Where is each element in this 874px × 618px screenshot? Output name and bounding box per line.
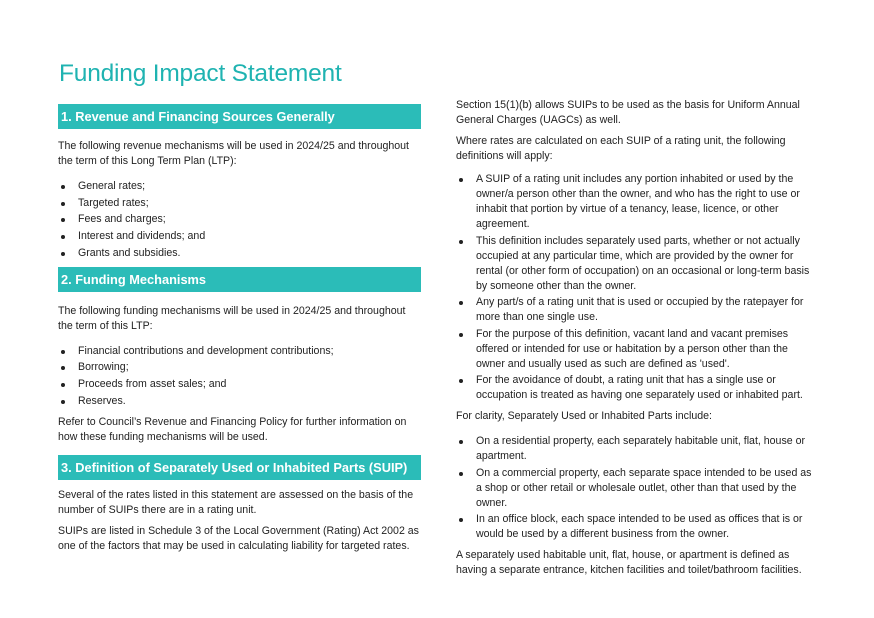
revenue-mechanisms-list: [58, 179, 421, 261]
bullet-icon: [459, 472, 463, 476]
list-item: For the avoidance of doubt, a rating unit that has a single use or occupation is treated as having one separately used or inhabited part.: [456, 373, 816, 403]
bullet-icon: [61, 366, 65, 370]
suip-definitions-list: [456, 172, 816, 403]
list-item: Borrowing;: [58, 360, 421, 375]
bullet-icon: [459, 301, 463, 305]
list-item: For the purpose of this definition, vacant land and vacant premises offered or intended for use or habitation by a person other than the owner and usually used as such are defined as 'used'.: [456, 327, 816, 372]
suip-examples-list: [456, 434, 816, 542]
bullet-icon: [459, 440, 463, 444]
list-item: Fees and charges;: [58, 212, 421, 227]
paragraph: Where rates are calculated on each SUIP of a rating unit, the following definitions will apply:: [456, 135, 786, 162]
paragraph: For clarity, Separately Used or Inhabited Parts include:: [456, 410, 712, 422]
list-item: Any part/s of a rating unit that is used or occupied by the ratepayer for more than one single use.: [456, 295, 816, 325]
list-item: General rates;: [58, 179, 421, 194]
list-item: Reserves.: [58, 394, 421, 409]
bullet-icon: [459, 379, 463, 383]
list-item: In an office block, each space intended to be used as offices that is or would be used by a different business from the owner.: [456, 512, 816, 542]
list-item: On a residential property, each separately habitable unit, flat, house or apartment.: [456, 434, 816, 464]
bullet-icon: [61, 235, 65, 239]
section-2-heading: 2. Funding Mechanisms: [58, 267, 421, 292]
bullet-icon: [459, 178, 463, 182]
section-1-intro: The following revenue mechanisms will be used in 2024/25 and throughout the term of this Long Term Plan (LTP):: [58, 140, 409, 167]
left-column: [58, 104, 421, 554]
paragraph: Section 15(1)(b) allows SUIPs to be used as the basis for Uniform Annual General Charges (UAGCs) as well.: [456, 99, 800, 126]
section-2-outro: Refer to Council’s Revenue and Financing Policy for further information on how these funding mechanisms will be used.: [58, 415, 407, 443]
bullet-icon: [61, 400, 65, 404]
list-item: Proceeds from asset sales; and: [58, 377, 421, 392]
paragraph: A separately used habitable unit, flat, house, or apartment is defined as having a separate entrance, kitchen facilities and toilet/bathroom facilities.: [456, 549, 802, 576]
list-item: A SUIP of a rating unit includes any portion inhabited or used by the owner/a person other than the owner, and who has the right to use or inhabit that portion by virtue of a tenancy, lease, licence, or other agreement.: [456, 172, 816, 232]
list-item: Interest and dividends; and: [58, 229, 421, 244]
list-item: Grants and subsidies.: [58, 246, 421, 261]
bullet-icon: [61, 383, 65, 387]
section-3-paragraph: Several of the rates listed in this statement are assessed on the basis of the number of SUIPs there are in a rating unit.: [58, 488, 414, 516]
bullet-icon: [459, 333, 463, 337]
bullet-icon: [459, 240, 463, 244]
list-item: This definition includes separately used parts, whether or not actually occupied at any particular time, which are provided by the owner for rental (or other form of occupation) on an occasional or long-term basis by someone other than the owner.: [456, 234, 816, 294]
bullet-icon: [61, 252, 65, 256]
section-3-paragraph: SUIPs are listed in Schedule 3 of the Local Government (Rating) Act 2002 as one of the factors that may be used in calculating liability for targeted rates.: [58, 524, 419, 552]
list-item: On a commercial property, each separate space intended to be used as a shop or other retail or wholesale outlet, other than that used by the owner.: [456, 466, 816, 511]
list-item: Targeted rates;: [58, 196, 421, 211]
section-3-heading: 3. Definition of Separately Used or Inhabited Parts (SUIP): [58, 455, 421, 480]
page-title: Funding Impact Statement: [59, 60, 342, 87]
funding-mechanisms-list: [58, 344, 421, 409]
bullet-icon: [61, 218, 65, 222]
bullet-icon: [61, 350, 65, 354]
bullet-icon: [459, 518, 463, 522]
section-2-intro: The following funding mechanisms will be used in 2024/25 and throughout the term of this LTP:: [58, 304, 406, 332]
list-item: Financial contributions and development contributions;: [58, 344, 421, 359]
right-column: [456, 98, 816, 578]
bullet-icon: [61, 202, 65, 206]
bullet-icon: [61, 185, 65, 189]
section-1-heading: 1. Revenue and Financing Sources Generally: [58, 104, 421, 129]
